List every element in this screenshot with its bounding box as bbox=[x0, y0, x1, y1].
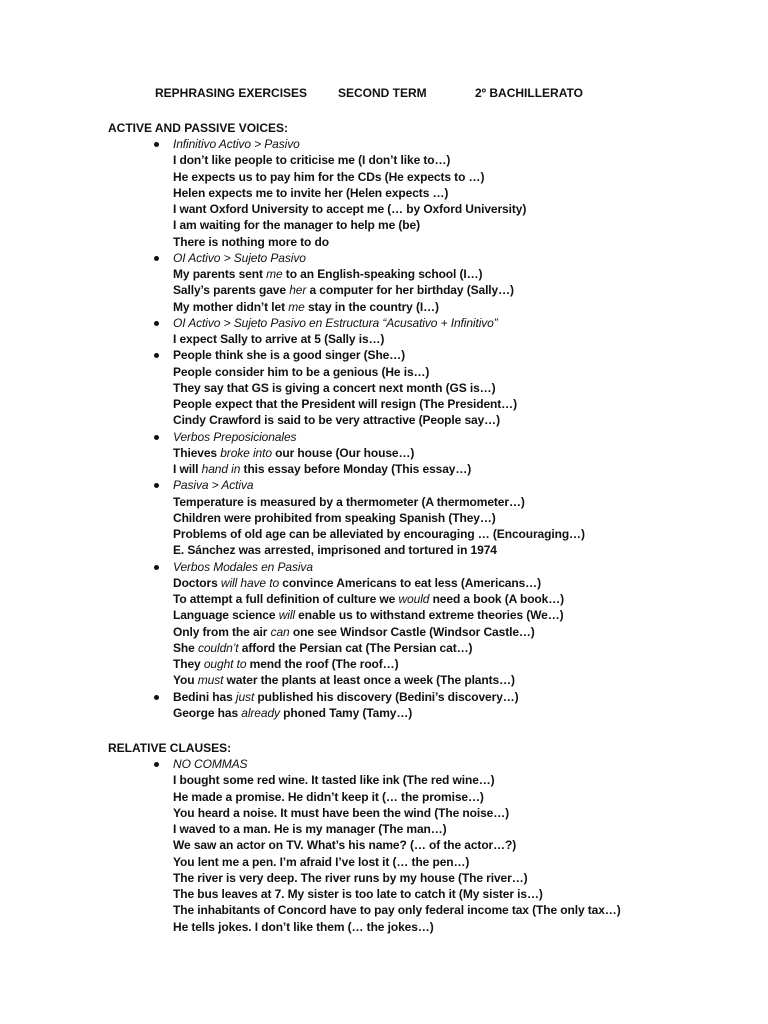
exercise-item: George has already phoned Tamy (Tamy…) bbox=[173, 705, 413, 720]
exercise-item: To attempt a full definition of culture we would need a book (A book…) bbox=[173, 592, 565, 606]
exercise-item: You must water the plants at least once a week (The plants…) bbox=[173, 673, 515, 688]
exercise-item: You lent me a pen. I’m afraid I’ve lost it (… the pen…) bbox=[173, 854, 470, 869]
exercise-item: I will hand in this essay before Monday (This essay…) bbox=[173, 462, 472, 476]
exercise-item: Helen expects me to invite her (Helen expects …) bbox=[173, 185, 449, 200]
exercise-item: Temperature is measured by a thermometer (A thermometer…) bbox=[173, 494, 525, 509]
exercise-item: I don’t like people to criticise me (I don’t like to…) bbox=[173, 153, 451, 168]
exercise-item: He made a promise. He didn’t keep it (… the promise…) bbox=[173, 789, 484, 804]
bullet-icon bbox=[154, 321, 159, 326]
header-title: REPHRASING EXERCISES bbox=[155, 86, 308, 100]
exercise-item: Children were prohibited from speaking Spanish (They…) bbox=[173, 510, 496, 525]
bullet-icon bbox=[154, 762, 159, 767]
exercise-item: The bus leaves at 7. My sister is too late to catch it (My sister is…) bbox=[173, 887, 543, 901]
exercise-item: He expects us to pay him for the CDs (He expects to …) bbox=[173, 169, 485, 184]
exercise-item: He tells jokes. I don’t like them (… the jokes…) bbox=[173, 919, 434, 934]
header-term: SECOND TERM bbox=[338, 86, 427, 100]
exercise-item: The inhabitants of Concord have to pay only federal income tax (The only tax…) bbox=[173, 903, 621, 918]
exercise-item: Cindy Crawford is said to be very attractive (People say…) bbox=[173, 413, 500, 428]
exercise-item: My mother didn’t let me stay in the country (I…) bbox=[173, 299, 439, 314]
exercise-item: They ought to mend the roof (The roof…) bbox=[173, 657, 399, 671]
exercise-item: I want Oxford University to accept me (… by Oxford University) bbox=[173, 202, 527, 216]
bullet-icon bbox=[154, 695, 159, 700]
group-heading: OI Activo > Sujeto Pasivo bbox=[173, 250, 306, 265]
bullet-icon bbox=[154, 256, 159, 261]
bullet-icon bbox=[154, 483, 159, 488]
exercise-item: Language science will enable us to withstand extreme theories (We…) bbox=[173, 608, 564, 623]
bullet-icon bbox=[154, 565, 159, 570]
group-heading: Bedini has just published his discovery (Bedini’s discovery…) bbox=[173, 689, 519, 704]
bullet-icon bbox=[154, 353, 159, 358]
group-heading: Infinitivo Activo > Pasivo bbox=[173, 137, 300, 151]
exercise-item: Thieves broke into our house (Our house…) bbox=[173, 445, 415, 460]
bullet-icon bbox=[154, 142, 159, 147]
exercise-item: I am waiting for the manager to help me (be) bbox=[173, 218, 420, 233]
group-heading: NO COMMAS bbox=[173, 757, 248, 771]
header-level: 2º BACHILLERATO bbox=[475, 86, 583, 100]
exercise-item: Doctors will have to convince Americans to eat less (Americans…) bbox=[173, 575, 541, 590]
exercise-item: People expect that the President will resign (The President…) bbox=[173, 397, 517, 411]
section-title-active-passive: ACTIVE AND PASSIVE VOICES: bbox=[108, 121, 289, 135]
group-heading: People think she is a good singer (She…) bbox=[173, 348, 406, 363]
exercise-item: My parents sent me to an English-speaking school (I…) bbox=[173, 267, 483, 281]
group-heading: Verbos Modales en Pasiva bbox=[173, 559, 313, 574]
exercise-item: You heard a noise. It must have been the wind (The noise…) bbox=[173, 805, 510, 820]
document-header bbox=[0, 86, 768, 102]
exercise-item: I expect Sally to arrive at 5 (Sally is…) bbox=[173, 332, 385, 346]
exercise-item: Only from the air can one see Windsor Castle (Windsor Castle…) bbox=[173, 624, 535, 639]
exercise-item: Problems of old age can be alleviated by encouraging … (Encouraging…) bbox=[173, 527, 585, 541]
group-heading: Verbos Preposicionales bbox=[173, 429, 297, 444]
section-title-relative: RELATIVE CLAUSES: bbox=[108, 741, 232, 755]
group-heading: OI Activo > Sujeto Pasivo en Estructura “Acusativo + Infinitivo” bbox=[173, 315, 498, 330]
exercise-item: I bought some red wine. It tasted like ink (The red wine…) bbox=[173, 773, 495, 788]
exercise-item: Sally’s parents gave her a computer for her birthday (Sally…) bbox=[173, 283, 514, 298]
exercise-item: I waved to a man. He is my manager (The man…) bbox=[173, 822, 447, 836]
exercise-item: They say that GS is giving a concert next month (GS is…) bbox=[173, 380, 496, 395]
bullet-icon bbox=[154, 435, 159, 440]
exercise-item: E. Sánchez was arrested, imprisoned and tortured in 1974 bbox=[173, 543, 497, 558]
exercise-item: She couldn’t afford the Persian cat (The Persian cat…) bbox=[173, 640, 473, 655]
exercise-item: The river is very deep. The river runs by my house (The river…) bbox=[173, 870, 528, 885]
exercise-item: We saw an actor on TV. What’s his name? (… of the actor…?) bbox=[173, 838, 517, 853]
exercise-item: People consider him to be a genious (He is…) bbox=[173, 364, 430, 379]
group-heading: Pasiva > Activa bbox=[173, 478, 254, 493]
exercise-item: There is nothing more to do bbox=[173, 234, 329, 249]
